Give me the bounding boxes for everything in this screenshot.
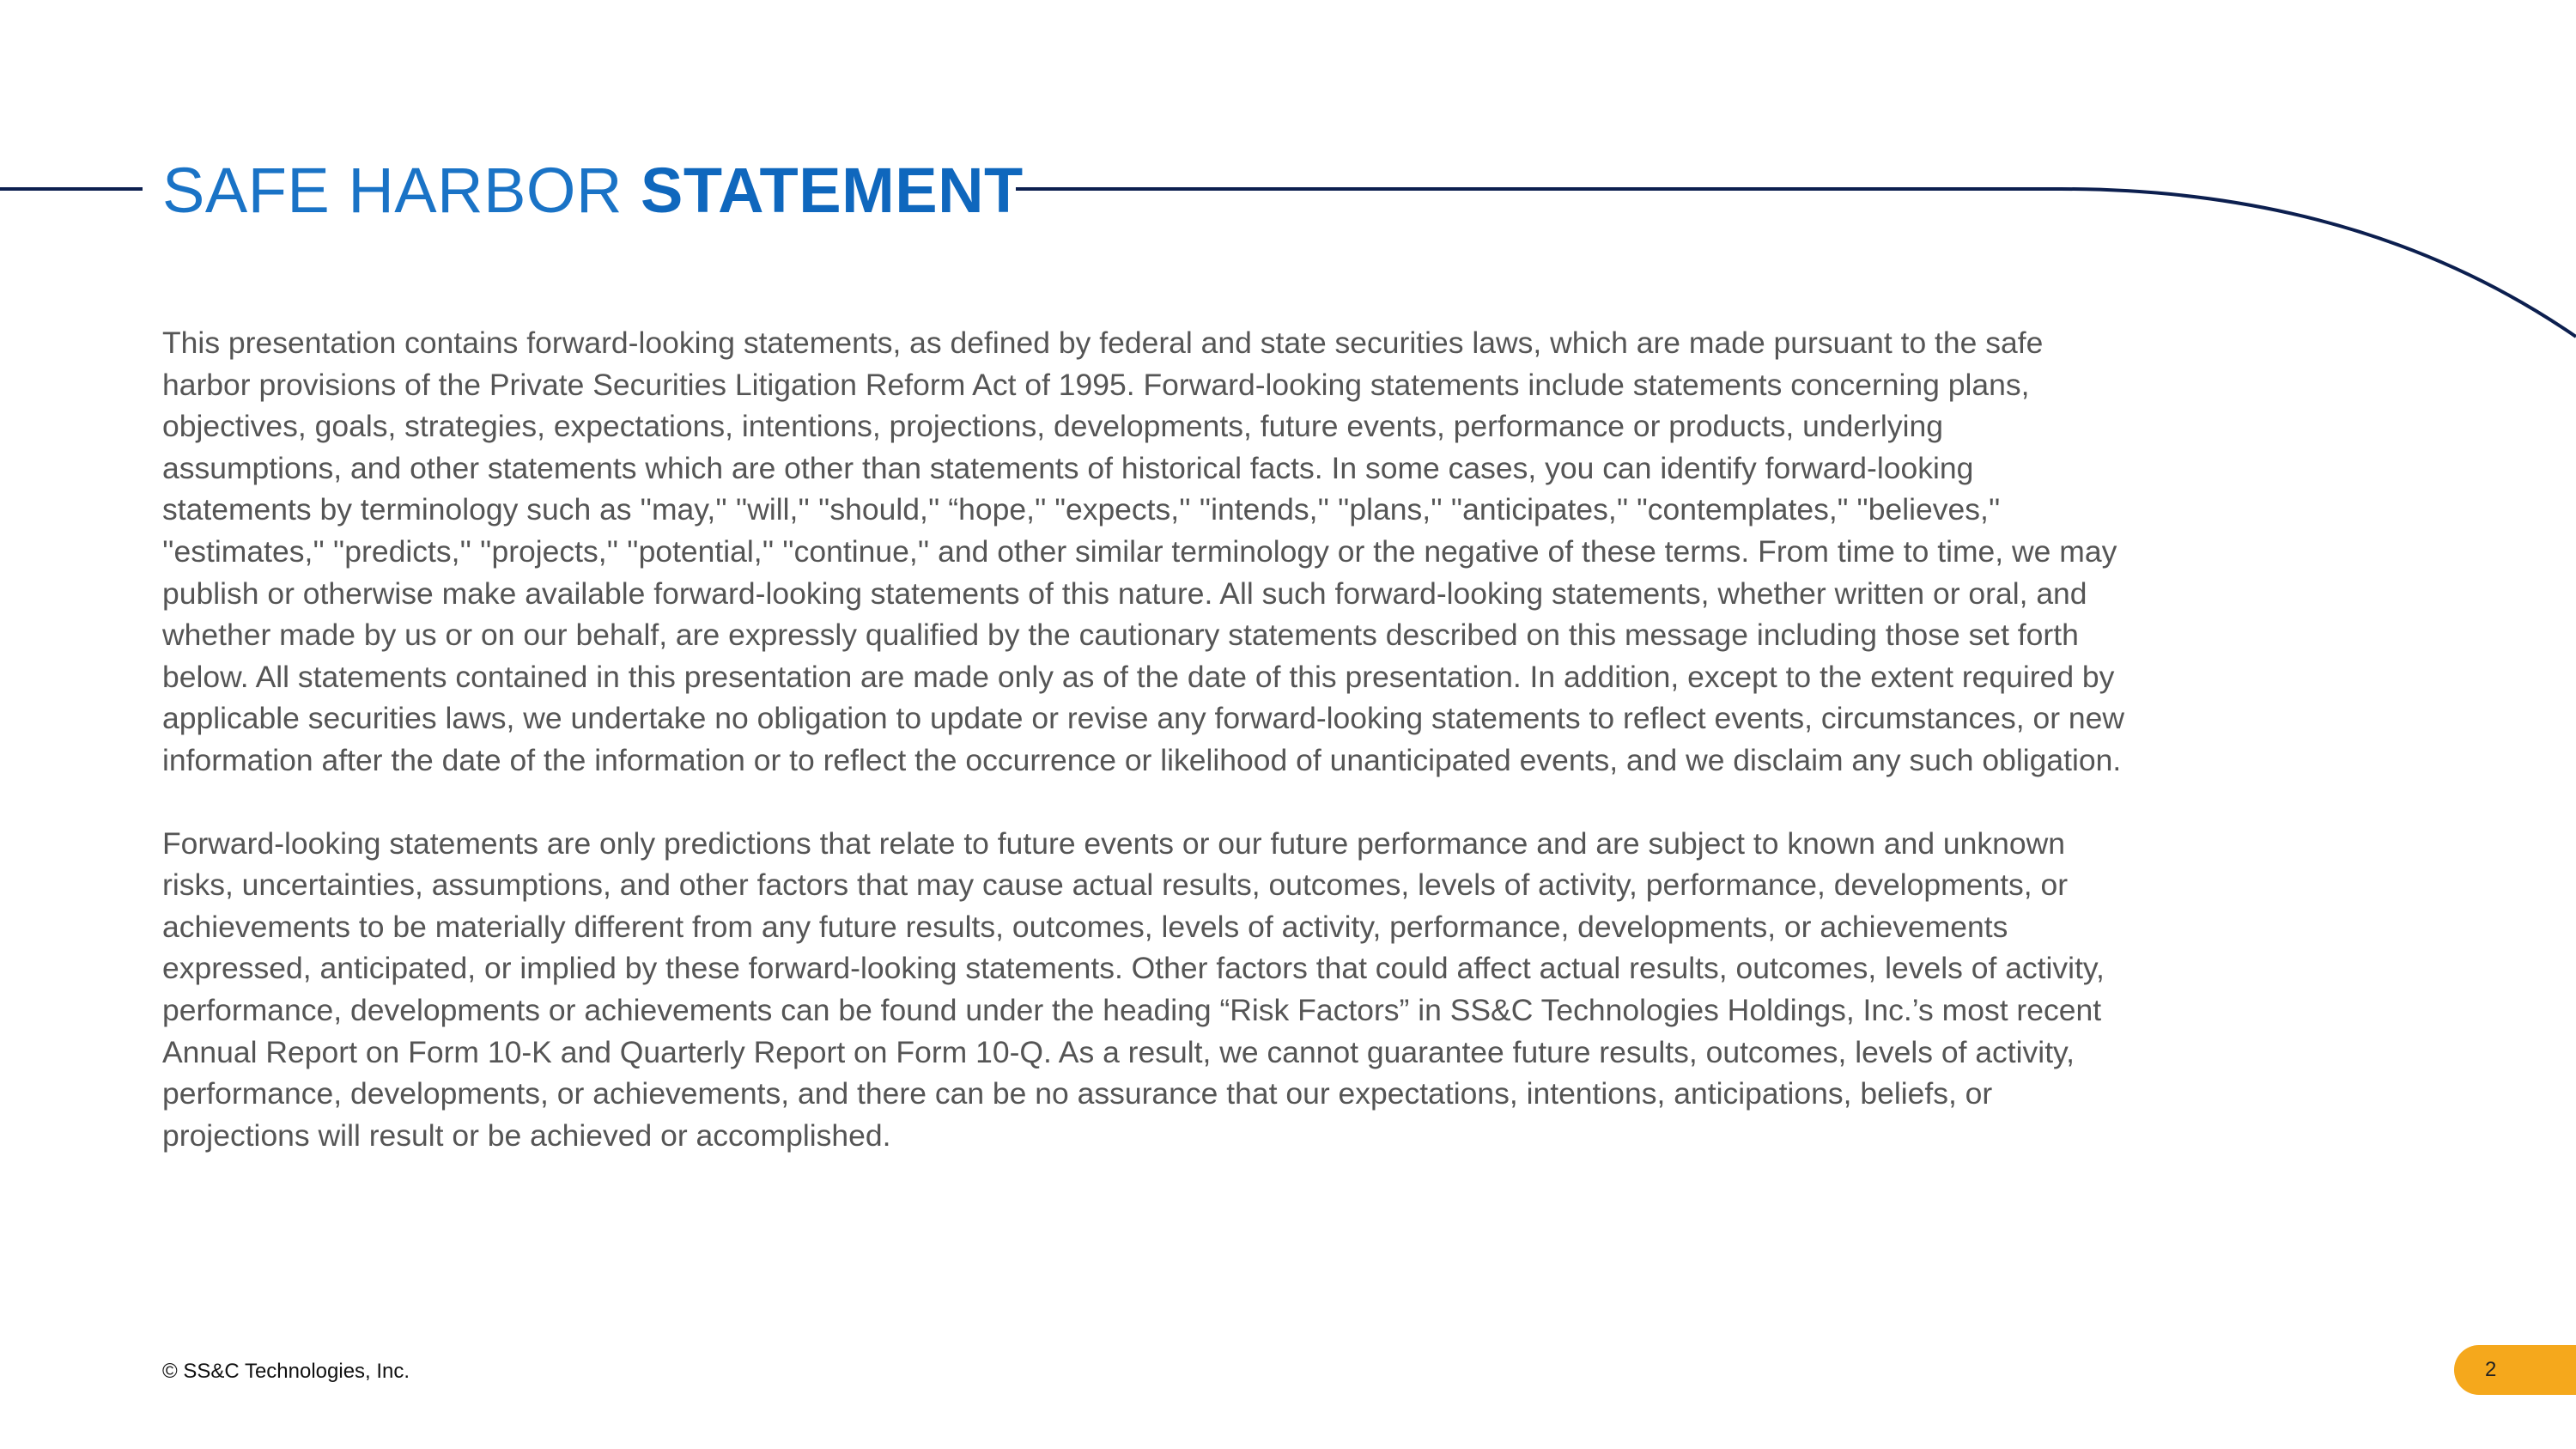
page-title — [162, 148, 1024, 234]
page-number-badge — [2454, 1345, 2576, 1395]
title-light: SAFE HARBOR — [162, 155, 641, 226]
page-number: 2 — [2485, 1358, 2497, 1381]
header-rule-right-curve — [1016, 189, 2576, 337]
footer-copyright: © SS&C Technologies, Inc. — [162, 1360, 410, 1383]
safe-harbor-body — [162, 322, 2129, 1197]
paragraph-forward-looking: This presentation contains forward-looking statements, as defined by federal and state securities laws, which are made pursuant to the safe harbor provisions of the Private Securities Litigation Reform Act of 1995. Forward-looking statements include statements concerning plans, objectives, goals, strategies, expectations, intentions, projections, developments, future events, performance or products, underlying assumptions, and other statements which are other than statements of historical facts. In some cases, you can identify forward-looking statements by terminology such as ''may,'' ''will,'' ''should,'' “hope,'' "expects,'' ''intends,'' ''plans,'' ''anticipates,'' "contemplates," ''believes,'' ''estimates,'' ''predicts,'' ''projects,'' ''potential,'' ''continue,'' and other similar terminology or the negative of these terms. From time to time, we may publish or otherwise make available forward-looking statements of this nature. All such forward-looking statements, whether written or oral, and whether made by us or on our behalf, are expressly qualified by the cautionary statements described on this message including those set forth below. All statements contained in this presentation are made only as of the date of this presentation. In addition, except to the extent required by applicable securities laws, we undertake no obligation to update or revise any forward-looking statements to reflect events, circumstances, or new information after the date of the information or to reflect the occurrence or likelihood of unanticipated events, and we disclaim any such obligation. — [162, 326, 2125, 777]
title-bold: STATEMENT — [641, 155, 1024, 226]
paragraph-predictions: Forward-looking statements are only predictions that relate to future events or our future performance and are subject to known and unknown risks, uncertainties, assumptions, and other factors that may cause actual results, outcomes, levels of activity, performance, developments, or achievements to be materially different from any future results, outcomes, levels of activity, performance, developments, or achievements expressed, anticipated, or implied by these forward-looking statements. Other factors that could affect actual results, outcomes, levels of activity, performance, developments or achievements can be found under the heading “Risk Factors” in SS&C Technologies Holdings, Inc.’s most recent Annual Report on Form 10-K and Quarterly Report on Form 10-Q. As a result, we cannot guarantee future results, outcomes, levels of activity, performance, developments, or achievements, and there can be no assurance that our expectations, intentions, anticipations, beliefs, or projections will result or be achieved or accomplished. — [162, 825, 2105, 1153]
